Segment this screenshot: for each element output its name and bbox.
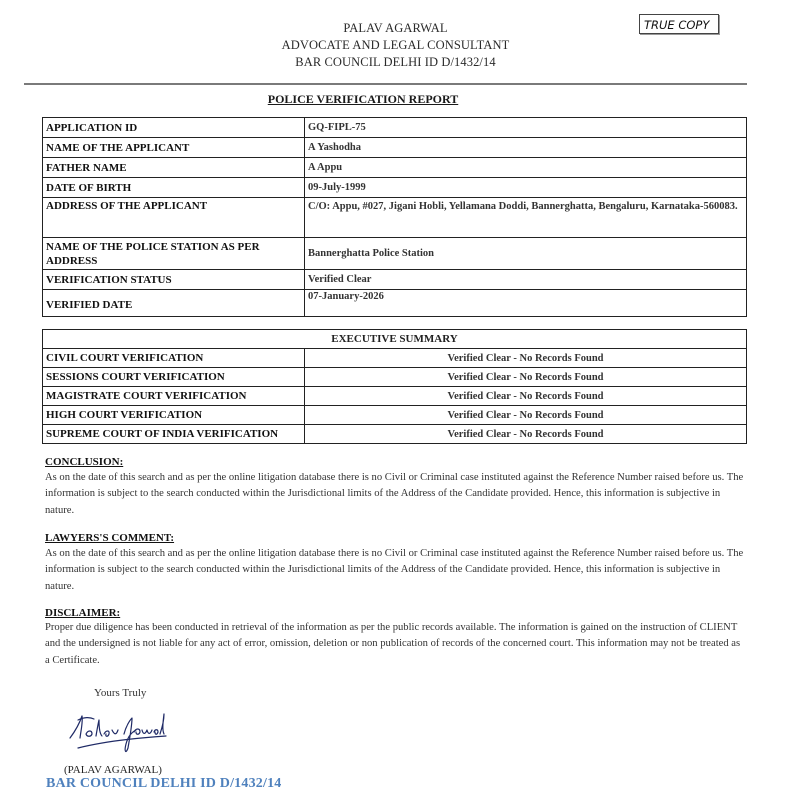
- applicant-details-table: [42, 117, 747, 317]
- disclaimer-section: [45, 606, 745, 669]
- table-row: [43, 138, 747, 158]
- application-id-value: GQ-FIPL-75: [305, 118, 747, 138]
- closing-text: Yours Truly: [94, 687, 147, 699]
- row-value: Verified Clear - No Records Found: [305, 349, 747, 368]
- conclusion-heading: CONCLUSION:: [45, 456, 124, 468]
- disclaimer-heading: DISCLAIMER:: [45, 607, 121, 619]
- table-row: [43, 270, 747, 290]
- table-row: [43, 238, 747, 270]
- row-value: Verified Clear - No Records Found: [305, 406, 747, 425]
- conclusion-text: As on the date of this search and as per the online litigation database there is no Civil or Criminal case instituted against the Reference Number raised before us. The information is subject to the search conducted within the Jurisdictional limits of the Address of the Candidate provided. Hence, this information is subjective in nature.: [45, 472, 744, 516]
- table-row: [43, 290, 747, 317]
- row-label: NAME OF THE POLICE STATION AS PER ADDRESS: [43, 238, 305, 270]
- signature-icon: [66, 708, 176, 758]
- signatory-name: (PALAV AGARWAL): [64, 764, 162, 776]
- row-value: Verified Clear - No Records Found: [305, 368, 747, 387]
- table-row: [43, 118, 747, 138]
- row-label: DATE OF BIRTH: [43, 178, 305, 198]
- report-title: POLICE VERIFICATION REPORT: [267, 92, 459, 106]
- row-label: ADDRESS OF THE APPLICANT: [43, 198, 305, 238]
- lawyers-comment-text: As on the date of this search and as per the online litigation database there is no Civil or Criminal case instituted against the Reference Number raised before us. The information is subject to the search conducted within the Jurisdictional limits of the Address of the Candidate provided. Hence, this information is subjective in nature.: [45, 548, 744, 592]
- header-divider: [24, 83, 747, 85]
- table-row: [43, 349, 747, 368]
- lawyers-comment-section: [45, 531, 745, 595]
- table-row: [43, 178, 747, 198]
- table-row: [43, 368, 747, 387]
- verified-date-value: 07-January-2026: [305, 290, 747, 317]
- signatory-bar-council-id: BAR COUNCIL DELHI ID D/1432/14: [46, 776, 282, 791]
- table-row: [43, 198, 747, 238]
- father-name-value: A Appu: [305, 158, 747, 178]
- table-row: [43, 406, 747, 425]
- advocate-title: ADVOCATE AND LEGAL CONSULTANT: [281, 38, 510, 52]
- row-label: MAGISTRATE COURT VERIFICATION: [43, 387, 305, 406]
- row-value: Verified Clear - No Records Found: [305, 387, 747, 406]
- row-label: APPLICATION ID: [43, 118, 305, 138]
- row-value: Verified Clear - No Records Found: [305, 425, 747, 444]
- address-value: C/O: Appu, #027, Jigani Hobli, Yellamana Doddi, Bannerghatta, Bengaluru, Karnataka-560083.: [305, 198, 747, 238]
- row-label: CIVIL COURT VERIFICATION: [43, 349, 305, 368]
- row-label: VERIFICATION STATUS: [43, 270, 305, 290]
- row-label: VERIFIED DATE: [43, 290, 305, 317]
- row-label: HIGH COURT VERIFICATION: [43, 406, 305, 425]
- police-station-value: Bannerghatta Police Station: [305, 238, 747, 270]
- bar-council-id: BAR COUNCIL DELHI ID D/1432/14: [295, 55, 496, 69]
- lawyers-comment-heading: LAWYERS'S COMMENT:: [45, 532, 175, 544]
- disclaimer-text: Proper due diligence has been conducted in retrieval of the information as per the public records available. The information is gained on the instruction of CLIENT and the undersigned is not liable for any act of error, omission, deletion or non publication of records of the concerned court. This information may not be treated as a Certificate.: [45, 622, 741, 666]
- row-label: SESSIONS COURT VERIFICATION: [43, 368, 305, 387]
- table-row: [43, 158, 747, 178]
- advocate-name: PALAV AGARWAL: [343, 21, 448, 35]
- row-label: FATHER NAME: [43, 158, 305, 178]
- conclusion-section: [45, 455, 745, 519]
- executive-summary-heading: EXECUTIVE SUMMARY: [43, 330, 747, 349]
- table-header-row: [43, 330, 747, 349]
- row-label: NAME OF THE APPLICANT: [43, 138, 305, 158]
- table-row: [43, 425, 747, 444]
- applicant-name-value: A Yashodha: [305, 138, 747, 158]
- table-row: [43, 387, 747, 406]
- date-of-birth-value: 09-July-1999: [305, 178, 747, 198]
- true-copy-stamp: TRUE COPY: [639, 14, 719, 34]
- verification-status-value: Verified Clear: [305, 270, 747, 290]
- row-label: SUPREME COURT OF INDIA VERIFICATION: [43, 425, 305, 444]
- executive-summary-table: [42, 329, 747, 444]
